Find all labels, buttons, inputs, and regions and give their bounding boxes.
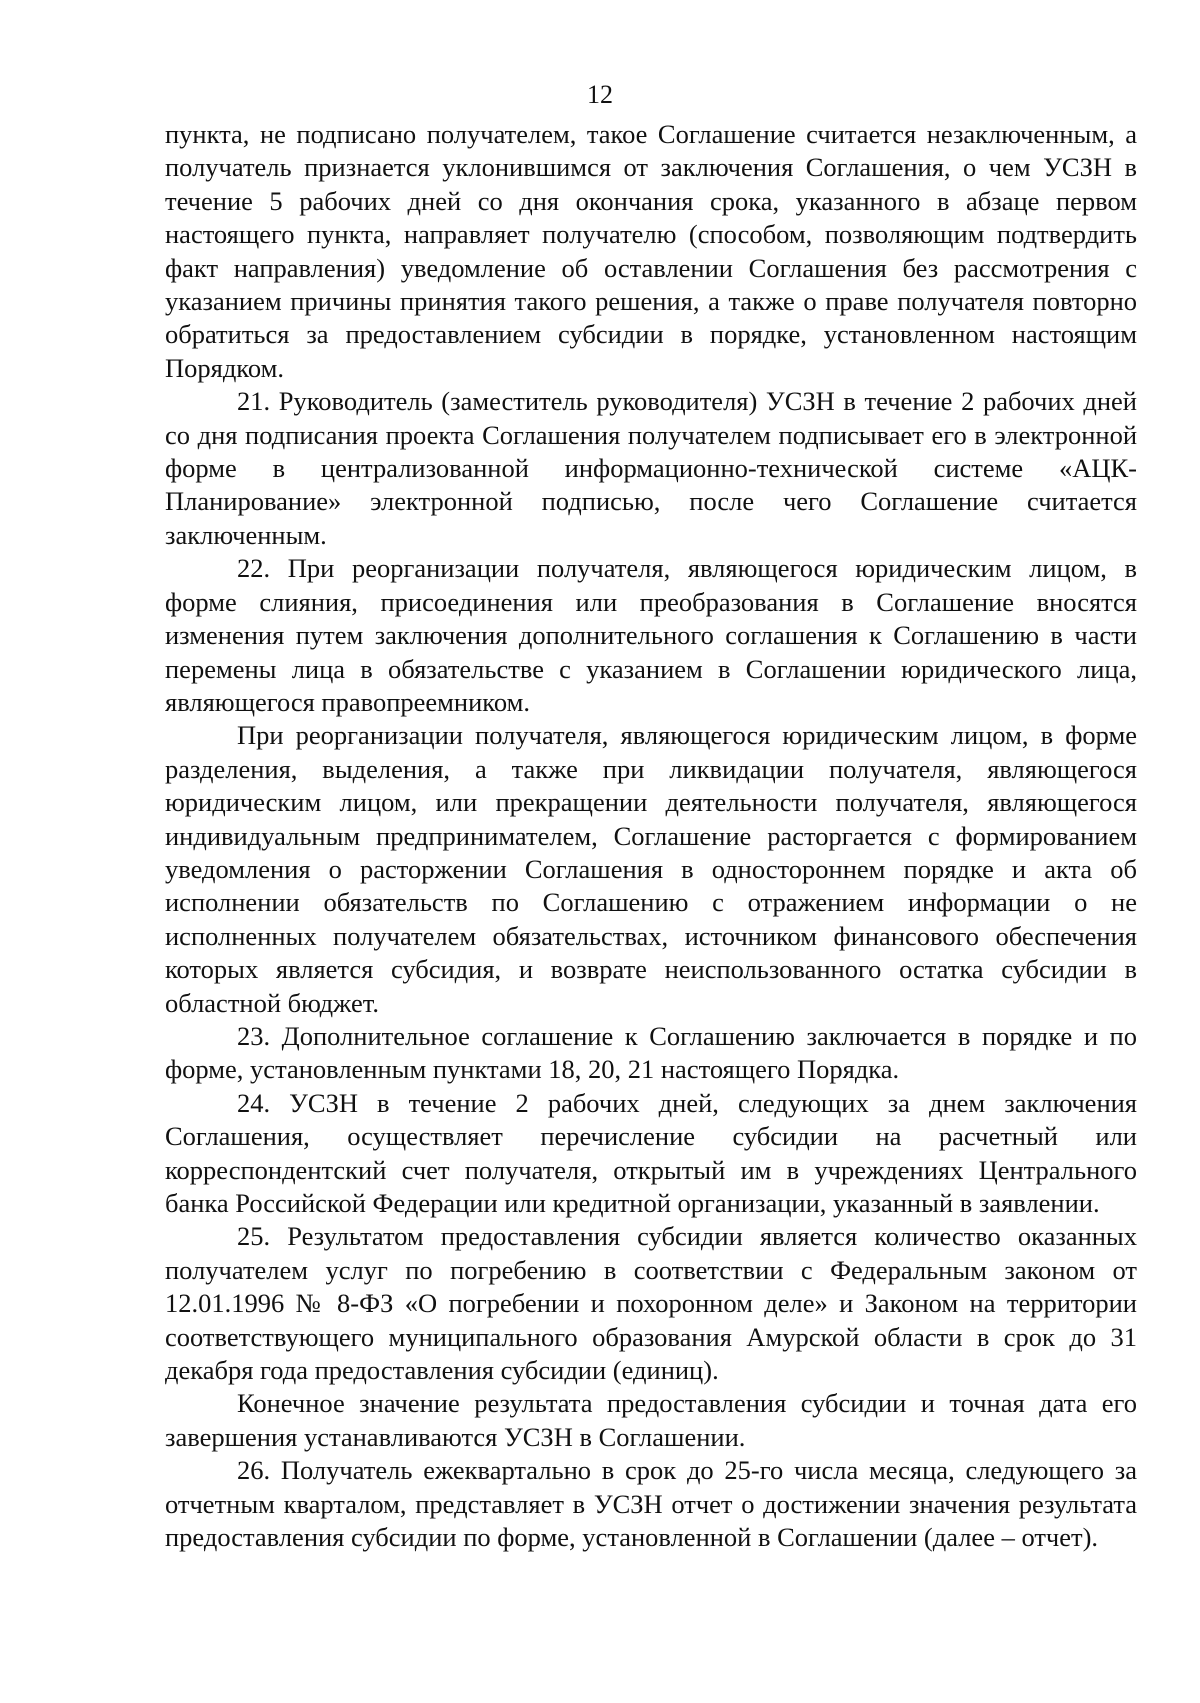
document-body [165,118,1137,1554]
paragraph-26: 26. Получатель ежеквартально в срок до 25-го числа месяца, следующего за отчетным кварталом, представляет в УСЗН отчет о достижении значения результата предоставления субсидии по форме, установленной в Соглашении (далее – отчет). [165,1455,1137,1553]
paragraph-23: 23. Дополнительное соглашение к Соглашению заключается в порядке и по форме, установленным пунктами 18, 20, 21 настоящего Порядка. [165,1020,1137,1085]
paragraph-24: 24. УСЗН в течение 2 рабочих дней, следующих за днем заключения Соглашения, осуществляет перечисление субсидии на расчетный или корреспондентский счет получателя, открытый им в учреждениях Центрального банка Российской Федерации или кредитной организации, указанный в заявлении. [165,1087,1137,1218]
paragraph-22-reorganization: При реорганизации получателя, являющегося юридическим лицом, в форме разделения, выделения, а также при ликвидации получателя, являющегося юридическим лицом, или прекращении деятельности получателя, являющегося индивидуальным предпринимателем, Соглашение расторгается с формированием уведомления о расторжении Соглашения в одностороннем порядке и акта об исполнении обязательств по Соглашению с отражением информации о не исполненных получателем обязательствах, источником финансового обеспечения которых является субсидия, и возврате неиспользованного остатка субсидии в областной бюджет. [165,720,1137,1018]
paragraph-25-final-value: Конечное значение результата предоставления субсидии и точная дата его завершения устанавливаются УСЗН в Соглашении. [165,1388,1137,1452]
paragraph-21: 21. Руководитель (заместитель руководителя) УСЗН в течение 2 рабочих дней со дня подписания проекта Соглашения получателем подписывает его в электронной форме в централизованной информационно-технической системе «АЦК-Планирование» электронной подписью, после чего Соглашение считается заключенным. [165,386,1137,550]
paragraph-25: 25. Результатом предоставления субсидии является количество оказанных получателем услуг по погребению в соответствии с Федеральным законом от 12.01.1996 № 8-ФЗ «О погребении и похоронном деле» и Законом на территории соответствующего муниципального образования Амурской области в срок до 31 декабря года предоставления субсидии (единиц). [165,1221,1137,1386]
page-number: 12 [587,80,613,109]
paragraph-22: 22. При реорганизации получателя, являющегося юридическим лицом, в форме слияния, присоединения или преобразования в Соглашение вносятся изменения путем заключения дополнительного соглашения к Соглашению в части перемены лица в обязательстве с указанием в Соглашении юридического лица, являющегося правопреемником. [165,553,1137,717]
paragraph-continuation: пункта, не подписано получателем, такое Соглашение считается незаключенным, а получатель признается уклонившимся от заключения Соглашения, о чем УСЗН в течение 5 рабочих дней со дня окончания срока, указанного в абзаце первом настоящего пункта, направляет получателю (способом, позволяющим подтвердить факт направления) уведомление об оставлении Соглашения без рассмотрения с указанием причины принятия такого решения, а также о праве получателя повторно обратиться за предоставлением субсидии в порядке, установленном настоящим Порядком. [165,119,1137,383]
